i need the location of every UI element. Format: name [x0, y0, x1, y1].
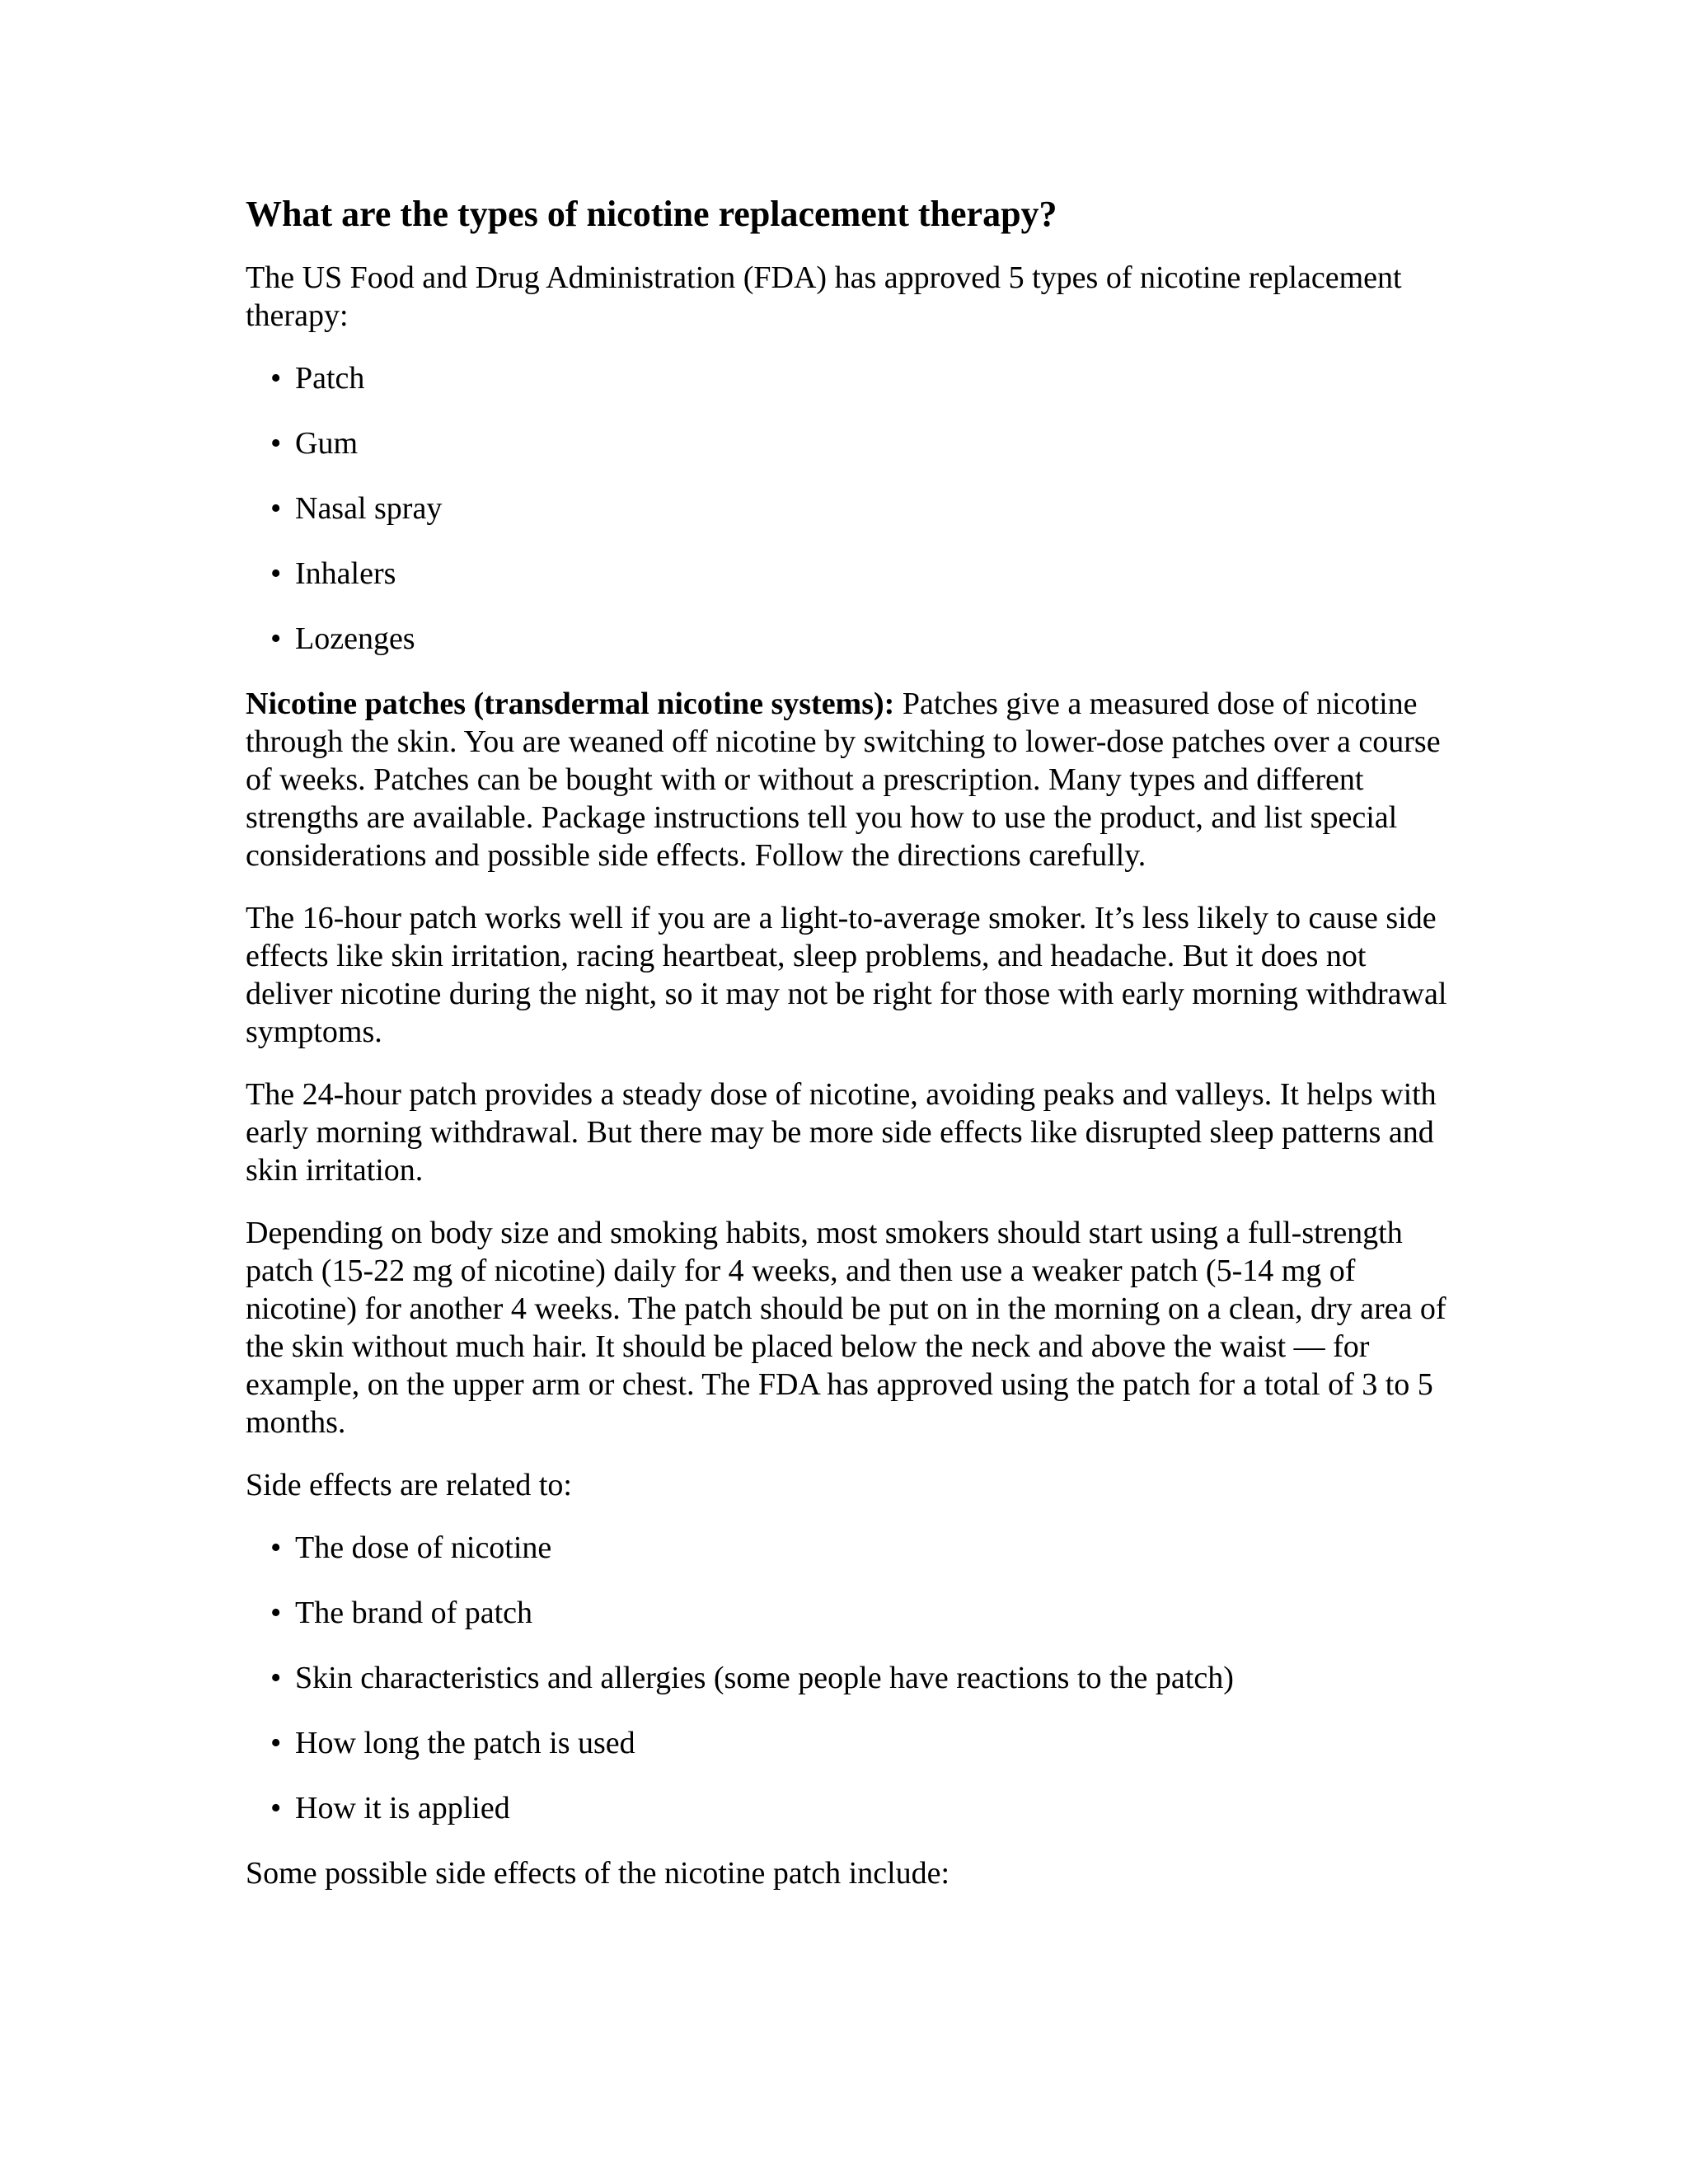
bullet-icon: • — [270, 491, 282, 526]
side-effects-intro: Side effects are related to: — [246, 1468, 572, 1502]
bullet-icon: • — [270, 1726, 282, 1760]
list-item-text: How it is applied — [295, 1791, 510, 1825]
bullet-icon: • — [270, 361, 282, 396]
list-item — [246, 1724, 1449, 1762]
list-item — [246, 555, 1449, 593]
list-item — [246, 1594, 1449, 1632]
patches-lead: Nicotine patches (transdermal nicotine systems): — [246, 687, 895, 721]
bullet-icon: • — [270, 556, 282, 591]
list-item — [246, 1789, 1449, 1827]
list-item-text: The dose of nicotine — [295, 1530, 552, 1565]
list-item — [246, 620, 1449, 658]
document-content — [246, 191, 1449, 1917]
patch-24-hour-paragraph: The 24-hour patch provides a steady dose of nicotine, avoiding peaks and valleys. It helps with early morning withdrawal. But there may be more side effects like disrupted sleep patterns and skin irritation. — [246, 1077, 1437, 1188]
list-item-text: Lozenges — [295, 621, 415, 656]
list-item-text: Inhalers — [295, 556, 396, 591]
page-title: What are the types of nicotine replacement therapy? — [246, 194, 1057, 234]
list-item — [246, 490, 1449, 527]
list-item-text: Gum — [295, 426, 358, 461]
list-item-text: How long the patch is used — [295, 1726, 635, 1760]
patches-body: Patches give a measured dose of nicotine through the skin. You are weaned off nicotine by switching to lower-dose patches over a course of weeks. Patches can be bought with or without a prescription. Many types and different strengths are available. Package instructions tell you how to use the product, and list special considerations and possible side effects. Follow the directions carefully. — [246, 687, 1441, 873]
list-item-text: Nasal spray — [295, 491, 443, 526]
intro-paragraph: The US Food and Drug Administration (FDA) has approved 5 types of nicotine replacement therapy: — [246, 260, 1402, 333]
list-item — [246, 424, 1449, 462]
list-item-text: Patch — [295, 361, 365, 396]
bullet-icon: • — [270, 1661, 282, 1695]
bullet-icon: • — [270, 1596, 282, 1630]
nrt-types-list — [246, 359, 1449, 658]
bullet-icon: • — [270, 426, 282, 461]
list-item-text: Skin characteristics and allergies (some people have reactions to the patch) — [295, 1661, 1234, 1695]
dosing-paragraph: Depending on body size and smoking habits, most smokers should start using a full-strength patch (15-22 mg of nicotine) daily for 4 weeks, and then use a weaker patch (5-14 mg of nicotine) for another 4 weeks. The patch should be put on in the morning on a clean, dry area of the skin without much hair. It should be placed below the neck and above the waist — for example, on the upper arm or chest. The FDA has approved using the patch for a total of 3 to 5 months. — [246, 1216, 1447, 1440]
list-item — [246, 1529, 1449, 1567]
bullet-icon: • — [270, 1530, 282, 1565]
list-item — [246, 359, 1449, 397]
patches-paragraph — [246, 685, 1449, 874]
closing-paragraph: Some possible side effects of the nicotine patch include: — [246, 1856, 950, 1891]
bullet-icon: • — [270, 621, 282, 656]
patch-16-hour-paragraph: The 16-hour patch works well if you are a light-to-average smoker. It’s less likely to cause side effects like skin irritation, racing heartbeat, sleep problems, and headache. But it does not deliver nicotine during the night, so it may not be right for those with early morning withdrawal symptoms. — [246, 901, 1447, 1049]
side-effect-factors-list — [246, 1529, 1449, 1827]
list-item-text: The brand of patch — [295, 1596, 533, 1630]
bullet-icon: • — [270, 1791, 282, 1825]
list-item — [246, 1659, 1449, 1697]
